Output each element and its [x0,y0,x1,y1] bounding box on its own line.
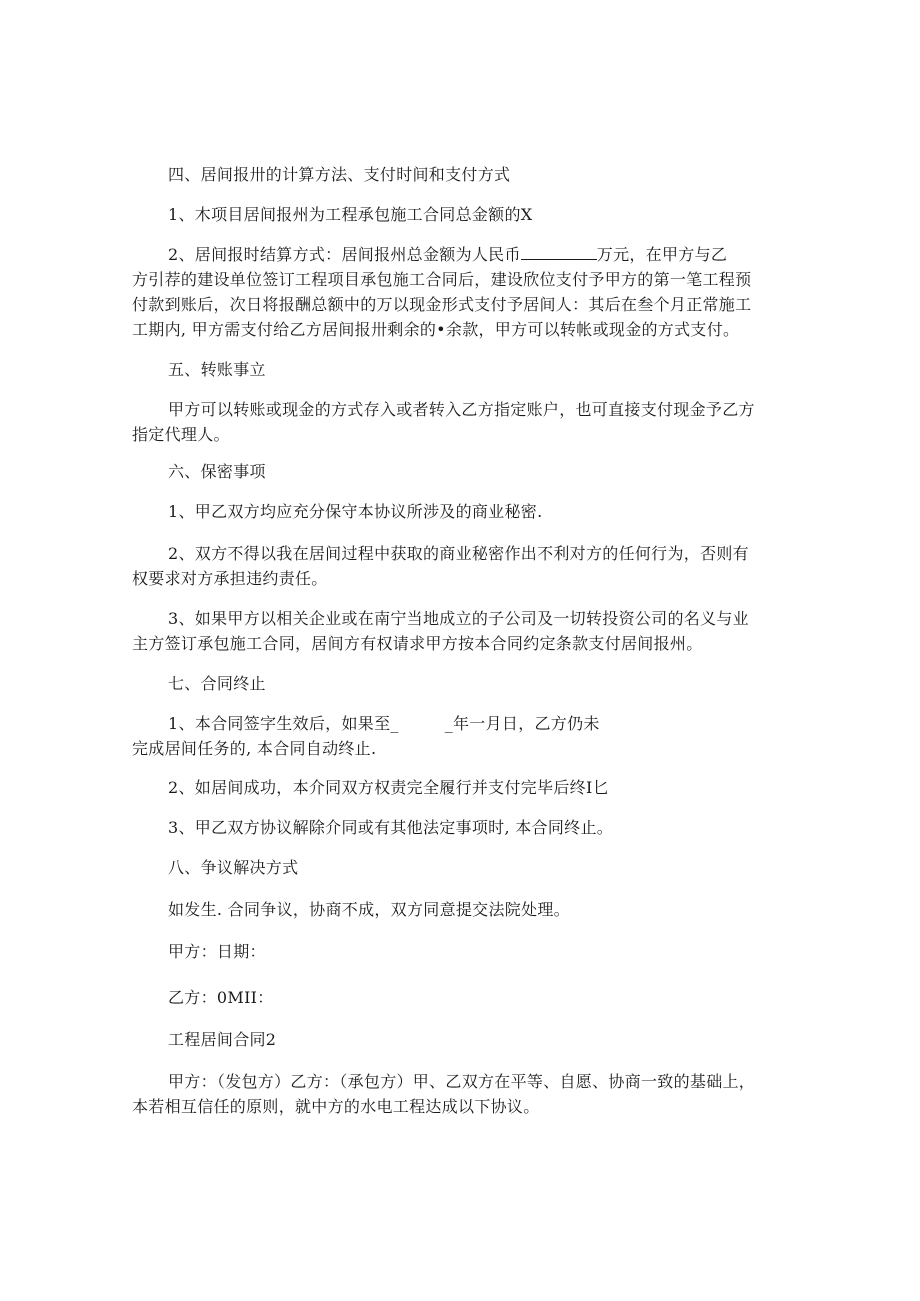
section-6-clause-3-line-2: 主方签订承包施工合同，居间方有权请求甲方按本合同约定条款支付居间报州。 [132,634,703,653]
section-6-heading: 六、保密事项 [168,462,266,481]
amount-blank [521,245,597,260]
clause-text: 2、居间报时结算方式：居间报州总金额为人民币 [168,245,521,264]
section-4-clause-2-line-1 [168,245,727,265]
section-4-clause-2-line-3: 付款到账后，次日将报酬总额中的万以现金形式支付予居间人：其后在叁个月正常施工 [132,295,752,314]
section-4-clause-1: 1、木项目居间报州为工程承包施工合同总金额的X [168,205,533,224]
section-7-clause-1-line-1 [168,714,600,734]
signature-party-a: 甲方：日期： [168,942,266,961]
section-5-heading: 五、转账事立 [168,360,266,379]
section-5-paragraph-line-2: 指定代理人。 [132,425,230,444]
section-6-clause-3-line-1: 3、如果甲方以相关企业或在南宁当地成立的子公司及一切转投资公司的名义与业 [168,609,749,628]
signature-party-b: 乙方：0MII： [168,988,274,1007]
contract-2-paragraph-line-2: 本若相互信任的原则，就中方的水电工程达成以下协议。 [132,1097,540,1116]
section-4-clause-2-line-2: 方引荐的建设单位签订工程项目承包施工合同后，建设欣位支付予甲方的第一笔工程预 [132,270,752,289]
section-4-heading: 四、居间报卅的计算方法、支付时间和支付方式 [168,165,511,184]
section-7-heading: 七、合同终止 [168,674,266,693]
section-6-clause-2-line-2: 权要求对方承担违约责任。 [132,569,328,588]
section-7-clause-3: 3、甲乙双方协议解除介同或有其他法定事项时, 本合同终止。 [168,818,614,837]
section-7-clause-2: 2、如居间成功，本介同双方权责完全履行并支付完毕后终I匕 [168,778,609,797]
section-6-clause-1: 1、甲乙双方均应充分保守本协议所涉及的商业秘密. [168,502,543,521]
section-8-paragraph: 如发生. 合同争议，协商不成，双方同意提交法院处理。 [168,900,570,919]
contract-2-paragraph-line-1: 甲方：（发包方）乙方：（承包方）甲、乙双方在平等、自愿、协商一致的基础上， [168,1072,756,1091]
section-7-clause-1-line-2: 完成居间任务的, 本合同自动终止. [132,739,377,758]
section-8-heading: 八、争议解决方式 [168,858,299,877]
section-4-clause-2-line-4: 工期内, 甲方需支付给乙方居间报卅剩余的•余款，甲方可以转帐或现金的方式支付。 [132,320,740,339]
clause-text: _年一月日，乙方仍未 [444,714,600,733]
clause-text: 1、本合同签字生效后，如果至_ [168,714,399,733]
section-5-paragraph-line-1: 甲方可以转账或现金的方式存入或者转入乙方指定账户，也可直接支付现金予乙方 [168,400,755,419]
section-6-clause-2-line-1: 2、双方不得以我在居间过程中获取的商业秘密作出不利对方的任何行为，否则有 [168,544,749,563]
clause-text: 万元，在甲方与乙 [596,245,728,264]
contract-2-title: 工程居间合同2 [168,1030,277,1049]
